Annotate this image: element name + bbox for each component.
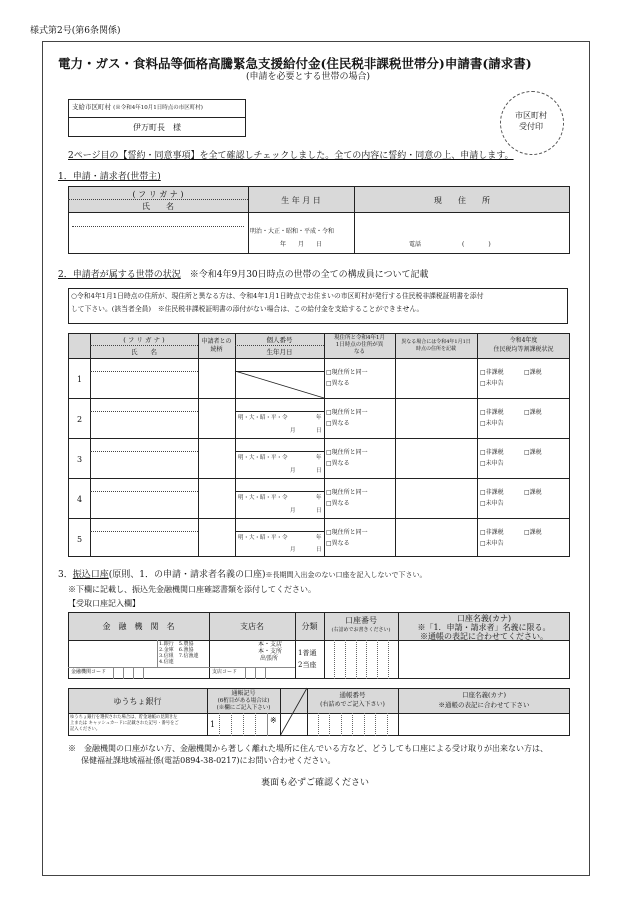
- footnote-line-2: 保健福祉課地域福祉係(電話0894-38-0217)にお問い合わせください。: [81, 756, 336, 765]
- yucho-holder-header: 口座名義(カナ): [461, 691, 507, 699]
- yucho-symbol-input[interactable]: [220, 714, 266, 735]
- row1-nontax[interactable]: □非課税: [480, 369, 504, 376]
- row-number-5: 5: [77, 535, 83, 544]
- row5-different[interactable]: □異なる: [326, 540, 350, 547]
- row2-nontax[interactable]: □非課税: [480, 409, 504, 416]
- s2-jan1-header-3: なる: [353, 349, 365, 355]
- yucho-symbol-prefix: 1: [210, 720, 216, 729]
- bank-type-2[interactable]: 2.金庫 6.漁協: [159, 647, 194, 653]
- s2-jan1-header-1: 現住所と令和4年1月: [334, 335, 385, 341]
- form-subtitle: (申請を必要とする世帯の場合): [246, 72, 371, 82]
- account-no-input[interactable]: [326, 642, 396, 677]
- bank-type-1[interactable]: 1.銀行 5.農協: [159, 641, 194, 647]
- s2-name-header: 氏 名: [131, 348, 157, 356]
- payer-name: 伊万町長 様: [133, 123, 181, 132]
- row2-different[interactable]: □異なる: [326, 420, 350, 427]
- yucho-desc-2: 上または キャッシュカードに記載された記号・番号をご: [70, 721, 179, 726]
- yucho-header: ゆうちょ銀行: [113, 697, 162, 706]
- row4-same[interactable]: □現住所と同一: [326, 489, 368, 496]
- s2-tax-header-1: 令和4年度: [509, 337, 538, 344]
- row4-undeclared[interactable]: □未申告: [480, 500, 504, 507]
- row5-era[interactable]: 明・大・昭・平・令: [238, 535, 288, 541]
- s1-address-input[interactable]: [358, 215, 566, 237]
- row2-tsuki: 月: [290, 428, 296, 434]
- s1-era-options[interactable]: 明治・大正・昭和・平成・令和: [250, 228, 335, 235]
- row4-nen: 年: [316, 495, 322, 501]
- row3-undeclared[interactable]: □未申告: [480, 460, 504, 467]
- row5-hi: 日: [316, 547, 322, 553]
- branch-type-1[interactable]: 本・支店: [258, 641, 283, 648]
- s2-diff-header-1: 異なる場合には令和4年1月1日: [401, 339, 471, 345]
- section3-label: 【受取口座記入欄】: [68, 599, 140, 608]
- row5-nontax[interactable]: □非課税: [480, 529, 504, 536]
- branch-code-label: 支店コード: [212, 669, 238, 675]
- type-header: 分類: [301, 622, 318, 631]
- row5-tsuki: 月: [290, 547, 296, 553]
- form-title: 電力・ガス・食料品等価格高騰緊急支援給付金(住民税非課税世帯分)申請書(請求書): [58, 56, 532, 71]
- holder-note-1: ※「1．申請・請求者」名義に限る。: [417, 623, 551, 632]
- yucho-holder-note: ※通帳の表記に合わせて下さい: [438, 701, 530, 709]
- form-number: 様式第2号(第6条関係): [30, 26, 121, 36]
- holder-note-2: ※通帳の表記に合わせてください。: [420, 632, 548, 641]
- acct-type-current[interactable]: 2当座: [298, 661, 317, 669]
- acct-type-ordinary[interactable]: 1普通: [298, 649, 317, 657]
- notice-line-2: して下さい。(該当者全員) ※住民税非課税証明書の添付がない場合は、この給付金を支給することができません。: [71, 305, 424, 313]
- s2-relation-header-2: 続柄: [210, 346, 223, 353]
- yucho-sixth-mark: ※: [270, 716, 277, 725]
- household-table: [68, 333, 570, 557]
- yucho-desc-1: ゆうちょ銀行を選択された場合は、貯金通帳の見開き左: [70, 715, 178, 720]
- row3-different[interactable]: □異なる: [326, 460, 350, 467]
- stamp-label-2: 受付印: [519, 122, 543, 131]
- account-no-note: (右詰めでお書きください): [331, 627, 391, 633]
- row5-undeclared[interactable]: □未申告: [480, 540, 504, 547]
- row-number-3: 3: [77, 455, 83, 464]
- pledge-text: 2ページ目の【誓約・同意事項】を全て確認しチェックしました。全ての内容に誓約・同意の上、申請します。: [68, 151, 514, 161]
- row1-different[interactable]: □異なる: [326, 380, 350, 387]
- s2-tax-header-2: 住民税均等割課税状況: [493, 346, 554, 353]
- yucho-holder-input[interactable]: [400, 714, 568, 735]
- yucho-symbol-header: 通帳記号: [231, 690, 256, 697]
- s2-jan1-header-2: 1日時点の住所が異: [335, 342, 384, 348]
- branch-header: 支店名: [240, 622, 264, 631]
- account-no-header: 口座番号: [345, 616, 377, 625]
- row-number-2: 2: [77, 415, 83, 424]
- row-number-1: 1: [77, 375, 83, 384]
- section1-heading: 1．申請・請求者(世帯主): [58, 172, 161, 182]
- holder-header: 口座名義(カナ): [456, 614, 512, 623]
- row3-nen: 年: [316, 455, 322, 461]
- row4-tax[interactable]: □課税: [524, 489, 542, 496]
- row3-tax[interactable]: □課税: [524, 449, 542, 456]
- bank-type-3[interactable]: 3.信組 7.信漁連: [159, 653, 199, 659]
- row4-hi: 日: [316, 508, 322, 514]
- row3-hi: 日: [316, 468, 322, 474]
- row4-tsuki: 月: [290, 508, 296, 514]
- s1-furigana-header: ( フ リ ガ ナ ): [132, 190, 184, 199]
- row2-nen: 年: [316, 415, 322, 421]
- payer-label: 支給市区町村 (※令和4年10月1日時点の市区町村): [72, 103, 203, 111]
- yucho-symbol-note-2: (※欄にご記入下さい): [216, 705, 271, 711]
- row5-nen: 年: [316, 535, 322, 541]
- yucho-number-header: 通帳番号: [339, 691, 366, 699]
- row1-same[interactable]: □現住所と同一: [326, 369, 368, 376]
- row2-same[interactable]: □現住所と同一: [326, 409, 368, 416]
- row3-tsuki: 月: [290, 468, 296, 474]
- s1-phone-input[interactable]: ( ): [462, 241, 491, 248]
- s1-dob-ymd[interactable]: 年 月 日: [280, 241, 323, 248]
- bank-name-input[interactable]: [70, 642, 156, 666]
- s1-furigana-input[interactable]: [72, 216, 244, 225]
- bank-type-4[interactable]: 4.信連: [159, 659, 174, 665]
- row3-same[interactable]: □現住所と同一: [326, 449, 368, 456]
- section3-note: ※下欄に記載し、振込先金融機関口座確認書類を添付してください。: [68, 585, 316, 594]
- row2-hi: 日: [316, 428, 322, 434]
- branch-type-2[interactable]: 本・支所: [258, 648, 283, 655]
- row5-tax[interactable]: □課税: [524, 529, 542, 536]
- s1-address-header: 現 住 所: [434, 196, 490, 205]
- branch-type-3[interactable]: 出張所: [260, 655, 279, 662]
- row4-different[interactable]: □異なる: [326, 500, 350, 507]
- row-number-4: 4: [77, 495, 83, 504]
- bank-code-label: 金融機関コード: [71, 669, 107, 675]
- back-page-note: 裏面も必ずご確認ください: [260, 778, 369, 788]
- holder-input[interactable]: [400, 642, 568, 677]
- s2-diff-header-2: 時点の住所を記載: [415, 346, 456, 352]
- s1-phone-label: 電話: [409, 241, 422, 248]
- s1-name-header: 氏 名: [142, 202, 174, 211]
- section2-heading: 2．申請者が属する世帯の状況 ※令和4年9月30日時点の世帯の全ての構成員について記載: [58, 270, 429, 280]
- row2-undeclared[interactable]: □未申告: [480, 420, 504, 427]
- footnote-line-1: ※ 金融機関の口座がない方、金融機関から著しく離れた場所に住んでいる方など、どうしても口座による受け取りが出来ない方は、: [68, 744, 548, 753]
- yucho-desc-3: 記入ください。: [70, 727, 101, 732]
- yucho-number-note: (右詰めでご記入下さい): [320, 701, 385, 708]
- s1-name-input[interactable]: [72, 229, 244, 251]
- row4-nontax[interactable]: □非課税: [480, 489, 504, 496]
- row5-same[interactable]: □現住所と同一: [326, 529, 368, 536]
- row1-undeclared[interactable]: □未申告: [480, 380, 504, 387]
- s2-id-header: 個人番号: [266, 336, 293, 344]
- s2-furigana-header: ( フ リ ガ ナ ): [123, 336, 165, 344]
- yucho-number-input[interactable]: [309, 714, 397, 735]
- notice-line-1: ○令和4年1月1日時点の住所が、現住所と異なる方は、令和4年1月1日時点でお住まいの市区町村が発行する住民税非課税証明書を添付: [71, 292, 484, 300]
- yucho-symbol-note-1: (6桁目がある場合は): [217, 698, 270, 704]
- row2-era[interactable]: 明・大・昭・平・令: [238, 415, 288, 421]
- row4-era[interactable]: 明・大・昭・平・令: [238, 495, 288, 501]
- stamp-label-1: 市区町村: [515, 111, 547, 120]
- section3-heading: 3．振込口座(原則、1．の申請・請求者名義の口座)※長期間入出金のない口座を記入しないで下さい。: [58, 570, 427, 580]
- row2-tax[interactable]: □課税: [524, 409, 542, 416]
- s2-relation-header-1: 申請者との: [201, 338, 232, 345]
- row3-nontax[interactable]: □非課税: [480, 449, 504, 456]
- row3-era[interactable]: 明・大・昭・平・令: [238, 455, 288, 461]
- s2-dob-header: 生年月日: [266, 348, 293, 356]
- s1-dob-header: 生 年 月 日: [281, 196, 321, 205]
- row1-tax[interactable]: □課税: [524, 369, 542, 376]
- bank-name-header: 金 融 機 関 名: [102, 622, 175, 631]
